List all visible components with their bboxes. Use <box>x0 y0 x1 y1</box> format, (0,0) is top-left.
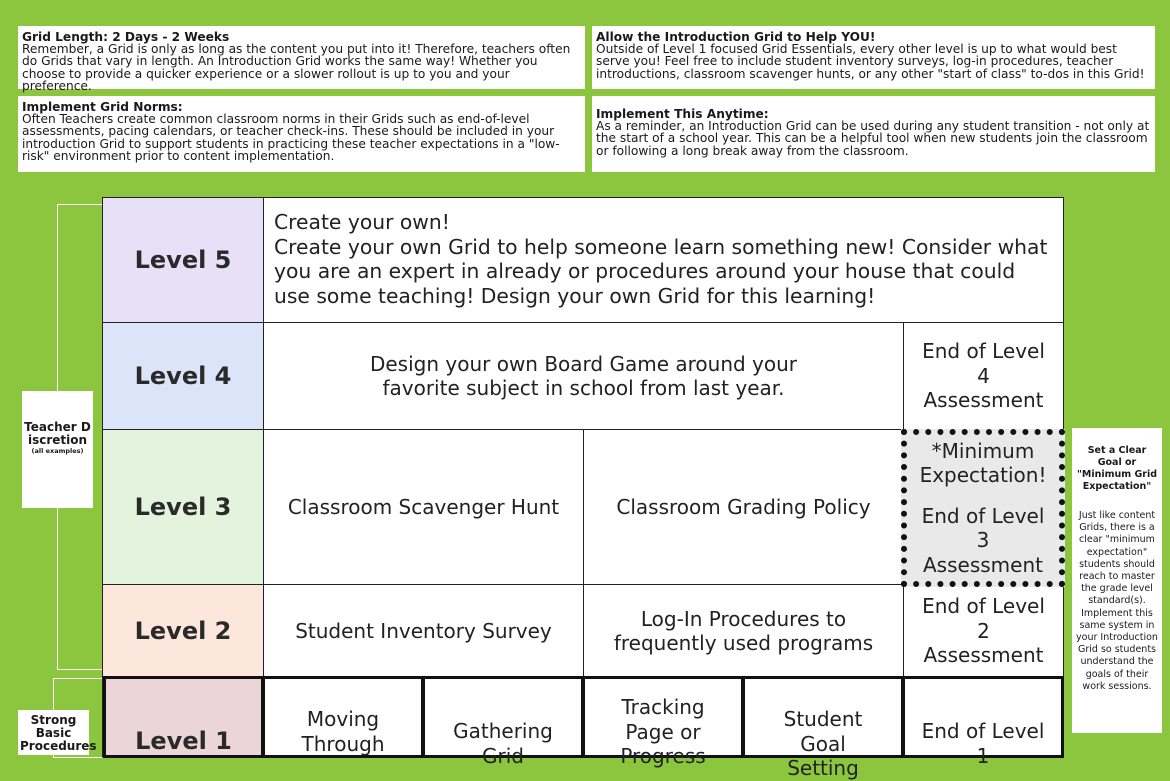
level-1-activity-gathering: Gathering Grid <box>422 676 584 758</box>
level-5-activity: Create your own! Create your own Grid to help someone learn something new! Consider what you are an expert in already or procedures around your house that could use some teaching! Design your own Grid for this learning! <box>264 198 1064 323</box>
level-1-activity-goal-setting: Student Goal Setting <box>742 676 904 758</box>
level-4-assessment: End of Level 4 Assessment <box>904 323 1064 430</box>
level-2-assessment: End of Level 2 Assessment <box>904 585 1064 678</box>
minimum-goal-note-title: Set a Clear Goal or "Minimum Grid Expectation" <box>1076 445 1158 492</box>
note-title: Implement This Anytime: <box>596 107 769 121</box>
note-anytime <box>592 96 1155 172</box>
level-4-activity: Design your own Board Game around your favorite subject in school from last year. <box>264 323 904 430</box>
note-title: Implement Grid Norms: <box>22 100 183 114</box>
level-1-activity-tracking: Tracking Page or Progress <box>582 676 744 758</box>
level-5-label: Level 5 <box>103 198 264 323</box>
note-body: Remember, a Grid is only as long as the content you put into it! Therefore, teachers often do Grids that vary in length. An Introduction Grid works the same way! Whether you choose to provide a quicker experience or a slower rollout is up to you and your preference. <box>22 42 571 93</box>
level-1-assessment: End of Level 1 <box>902 676 1064 758</box>
level-3-label: Level 3 <box>103 430 264 585</box>
level-3-activity-grading-policy: Classroom Grading Policy <box>584 430 904 585</box>
teacher-discretion-label: Teacher Discretion (all examples) <box>22 391 93 508</box>
minimum-goal-note-body: Just like content Grids, there is a clear "minimum expectation" students should reach to master the grade level standard(s). Implement this same system in your Introduction Grid so students understand the goals of their work sessions. <box>1076 510 1158 692</box>
strong-procedures-label: Strong Basic Procedures <box>18 710 89 755</box>
level-4-label: Level 4 <box>103 323 264 430</box>
level-2-activity-login: Log-In Procedures to frequently used programs <box>584 585 904 678</box>
level-2-activity-inventory: Student Inventory Survey <box>264 585 584 678</box>
level-2-label: Level 2 <box>103 585 264 678</box>
minimum-expectation-text: *Minimum Expectation! <box>919 438 1047 488</box>
note-grid-length <box>18 26 585 93</box>
level-1-activity-moving: Moving Through <box>262 676 424 758</box>
note-allow-grid <box>592 26 1155 89</box>
level-3-assessment: End of Level 3 Assessment <box>921 503 1045 577</box>
note-body: As a reminder, an Introduction Grid can be used during any student transition - not only at the start of a school year. This can be a helpful tool when new students join the classroom or following a long break away from the classroom. <box>596 119 1150 158</box>
note-title: Grid Length: 2 Days - 2 Weeks <box>22 30 230 44</box>
note-body: Often Teachers create common classroom norms in their Grids such as end-of-level assessments, pacing calendars, or teacher check-ins. These should be included in your introduction Grid to support students in practicing these teacher expectations in a "low-risk" environment prior to content implementation. <box>22 112 560 163</box>
note-body: Outside of Level 1 focused Grid Essentials, every other level is up to what would best serve you! Feel free to include student inventory surveys, log-in procedures, teacher introductions, classroom scavenger hunts, or any other "start of class" to-dos in this Grid! <box>596 42 1145 81</box>
level-1-label: Level 1 <box>103 676 264 758</box>
minimum-expectation-box <box>901 429 1065 587</box>
level-3-activity-scavenger-hunt: Classroom Scavenger Hunt <box>264 430 584 585</box>
minimum-goal-note <box>1072 428 1162 733</box>
note-grid-norms <box>18 96 585 172</box>
note-title: Allow the Introduction Grid to Help YOU! <box>596 30 876 44</box>
